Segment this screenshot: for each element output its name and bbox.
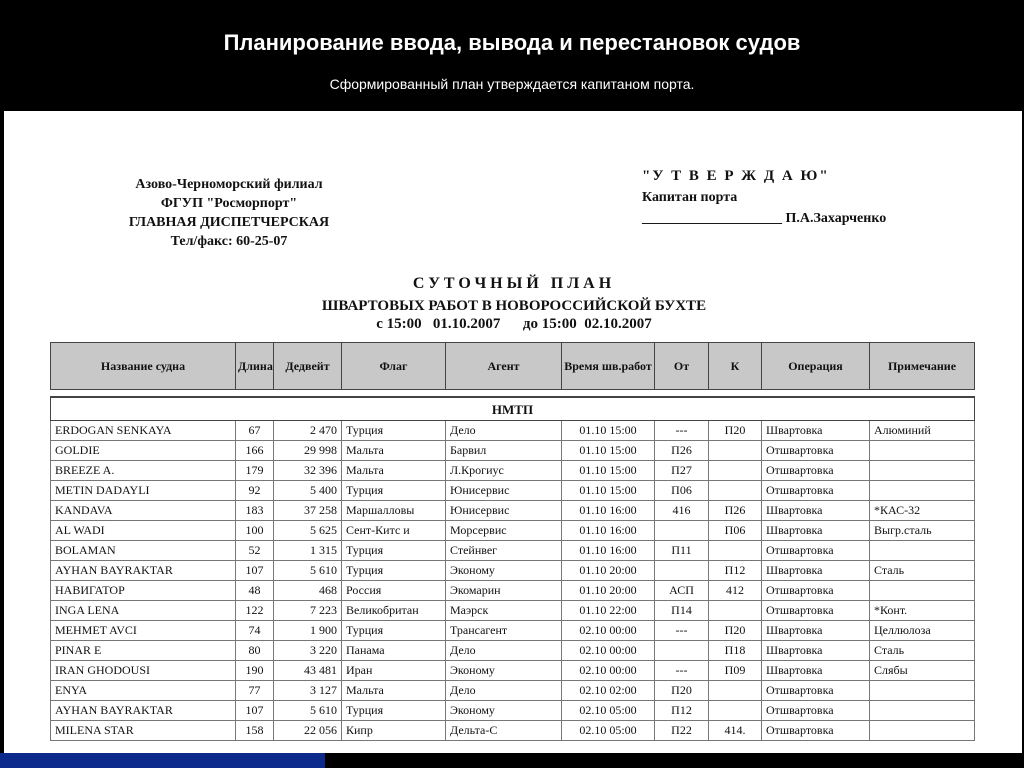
ship-length-cell: 179 [236,461,274,481]
ship-length-cell: 80 [236,641,274,661]
col-header-flag: Флаг [342,343,446,390]
plan-title: СУТОЧНЫЙ ПЛАН [412,275,616,292]
ship-operation-cell: Отшвартовка [762,541,870,561]
ship-length-cell: 48 [236,581,274,601]
ship-name-cell: ENYA [51,681,236,701]
ship-agent-cell: Морсервис [446,521,562,541]
ship-name-cell: KANDAVA [51,501,236,521]
plan-subtitle: ШВАРТОВЫХ РАБОТ В НОВОРОССИЙСКОЙ БУХТЕ [321,298,707,314]
ship-note-cell: Целлюлоза [870,621,975,641]
ship-agent-cell: Юнисервис [446,501,562,521]
table-row [51,661,975,681]
ship-deadweight-cell: 468 [274,581,342,601]
ship-to-cell [709,701,762,721]
ship-operation-cell: Отшвартовка [762,481,870,501]
col-header-note: Примечание [870,343,975,390]
col-header-agent: Агент [446,343,562,390]
ship-flag-cell: Турция [342,541,446,561]
ship-length-cell: 52 [236,541,274,561]
table-row [51,481,975,501]
ship-length-cell: 67 [236,421,274,441]
ship-name-cell: AL WADI [51,521,236,541]
ship-to-cell [709,441,762,461]
ship-operation-cell: Отшвартовка [762,681,870,701]
table-row [51,621,975,641]
document-page [4,111,1022,768]
ship-operation-cell: Отшвартовка [762,721,870,741]
ship-note-cell [870,681,975,701]
approval-signature: ____________________ П.А.Захарченко [642,211,887,226]
ship-deadweight-cell: 1 900 [274,621,342,641]
table-row [51,701,975,721]
ship-agent-cell: Стейнвег [446,541,562,561]
table-row [51,641,975,661]
table-row [51,421,975,441]
ship-from-cell: П11 [655,541,709,561]
ship-deadweight-cell: 5 610 [274,701,342,721]
ship-length-cell: 107 [236,701,274,721]
ship-flag-cell: Маршалловы [342,501,446,521]
ship-from-cell: П14 [655,601,709,621]
ship-time-cell: 01.10 15:00 [562,421,655,441]
col-header-deadweight: Дедвейт [274,343,342,390]
ship-agent-cell: Дело [446,681,562,701]
ship-time-cell: 01.10 20:00 [562,581,655,601]
ship-deadweight-cell: 22 056 [274,721,342,741]
ship-note-cell: Выгр.сталь [870,521,975,541]
ship-flag-cell: Турция [342,561,446,581]
ship-from-cell: --- [655,421,709,441]
ship-agent-cell: Дело [446,641,562,661]
org-line-3: ГЛАВНАЯ ДИСПЕТЧЕРСКАЯ [128,215,330,230]
ship-from-cell: АСП [655,581,709,601]
ship-length-cell: 158 [236,721,274,741]
ship-agent-cell: Л.Крогиус [446,461,562,481]
ship-agent-cell: Эконому [446,661,562,681]
ship-agent-cell: Дельта-С [446,721,562,741]
ship-flag-cell: Панама [342,641,446,661]
ship-to-cell [709,601,762,621]
ship-operation-cell: Отшвартовка [762,441,870,461]
ship-from-cell: --- [655,661,709,681]
ship-deadweight-cell: 37 258 [274,501,342,521]
ship-note-cell: *КАС-32 [870,501,975,521]
ship-from-cell: 416 [655,501,709,521]
ship-time-cell: 02.10 05:00 [562,701,655,721]
ship-flag-cell: Мальта [342,461,446,481]
plan-period: с 15:00 01.10.2007 до 15:00 02.10.2007 [376,316,652,332]
ship-time-cell: 01.10 16:00 [562,521,655,541]
ship-to-cell: П09 [709,661,762,681]
ship-operation-cell: Отшвартовка [762,701,870,721]
ship-deadweight-cell: 1 315 [274,541,342,561]
ship-note-cell: Сталь [870,561,975,581]
ship-operation-cell: Швартовка [762,421,870,441]
ship-to-cell: П20 [709,421,762,441]
ship-from-cell: П22 [655,721,709,741]
ship-name-cell: GOLDIE [51,441,236,461]
ship-flag-cell: Турция [342,621,446,641]
table-row [51,561,975,581]
ship-to-cell [709,681,762,701]
ship-length-cell: 190 [236,661,274,681]
ship-time-cell: 02.10 00:00 [562,661,655,681]
ship-agent-cell: Экомарин [446,581,562,601]
ship-from-cell: П27 [655,461,709,481]
ship-time-cell: 01.10 20:00 [562,561,655,581]
approval-block [642,166,962,229]
ship-time-cell: 01.10 15:00 [562,441,655,461]
ship-flag-cell: Великобритан [342,601,446,621]
table-row [51,581,975,601]
ship-note-cell [870,581,975,601]
ship-to-cell: 414. [709,721,762,741]
col-header-from: От [655,343,709,390]
ship-name-cell: IRAN GHODOUSI [51,661,236,681]
bottom-accent-bar [0,753,325,768]
table-row [51,721,975,741]
ship-flag-cell: Мальта [342,441,446,461]
ship-agent-cell: Эконому [446,561,562,581]
ship-operation-cell: Швартовка [762,521,870,541]
ship-from-cell: П20 [655,681,709,701]
bottom-bar [325,753,1024,768]
col-header-name: Название судна [51,343,236,390]
ship-time-cell: 01.10 15:00 [562,461,655,481]
ship-note-cell: Слябы [870,661,975,681]
ship-deadweight-cell: 5 625 [274,521,342,541]
ship-to-cell [709,481,762,501]
ship-name-cell: INGA LENA [51,601,236,621]
ship-deadweight-cell: 7 223 [274,601,342,621]
table-header-row [51,343,975,390]
ship-deadweight-cell: 5 610 [274,561,342,581]
ship-agent-cell: Эконому [446,701,562,721]
ship-name-cell: METIN DADAYLI [51,481,236,501]
ship-name-cell: MILENA STAR [51,721,236,741]
table-row [51,501,975,521]
ship-time-cell: 01.10 15:00 [562,481,655,501]
ship-time-cell: 01.10 22:00 [562,601,655,621]
ship-note-cell [870,481,975,501]
ship-to-cell [709,541,762,561]
col-header-operation: Операция [762,343,870,390]
table-row [51,541,975,561]
ship-name-cell: AYHAN BAYRAKTAR [51,561,236,581]
ship-operation-cell: Отшвартовка [762,601,870,621]
ship-time-cell: 02.10 00:00 [562,621,655,641]
ship-name-cell: НАВИГАТОР [51,581,236,601]
ship-name-cell: BOLAMAN [51,541,236,561]
ship-time-cell: 02.10 00:00 [562,641,655,661]
ship-time-cell: 01.10 16:00 [562,541,655,561]
ship-name-cell: PINAR E [51,641,236,661]
ship-note-cell [870,461,975,481]
ship-note-cell [870,721,975,741]
org-line-2: ФГУП "Росморпорт" [160,196,298,211]
ship-name-cell: MEHMET AVCI [51,621,236,641]
ship-to-cell: П06 [709,521,762,541]
table-spacer [51,390,975,398]
table-row [51,461,975,481]
table-row [51,601,975,621]
ship-flag-cell: Турция [342,701,446,721]
slide-subtitle: Сформированный план утверждается капитаном порта. [329,76,695,92]
table-row [51,681,975,701]
ship-flag-cell: Турция [342,421,446,441]
ship-name-cell: ERDOGAN SENKAYA [51,421,236,441]
ship-operation-cell: Отшвартовка [762,581,870,601]
ship-flag-cell: Иран [342,661,446,681]
plan-subtitle-block [254,297,774,333]
organization-block [99,175,359,251]
ship-from-cell [655,521,709,541]
col-header-time: Время шв.работ [562,343,655,390]
table-row [51,441,975,461]
approval-role: Капитан порта [642,190,738,205]
ship-note-cell: Алюминий [870,421,975,441]
ship-operation-cell: Швартовка [762,661,870,681]
ship-to-cell: П20 [709,621,762,641]
ship-from-cell: П12 [655,701,709,721]
ship-agent-cell: Трансагент [446,621,562,641]
ship-name-cell: AYHAN BAYRAKTAR [51,701,236,721]
ship-to-cell [709,461,762,481]
ship-operation-cell: Швартовка [762,641,870,661]
slide-title: Планирование ввода, вывода и перестановок судов [223,30,801,55]
org-line-1: Азово-Черноморский филиал [135,177,323,192]
ship-length-cell: 107 [236,561,274,581]
ship-deadweight-cell: 2 470 [274,421,342,441]
ship-to-cell: П12 [709,561,762,581]
org-line-4: Тел/факс: 60-25-07 [170,234,288,249]
ship-deadweight-cell: 5 400 [274,481,342,501]
ship-to-cell: П26 [709,501,762,521]
ship-agent-cell: Дело [446,421,562,441]
ship-flag-cell: Кипр [342,721,446,741]
col-header-length: Длина [236,343,274,390]
ship-note-cell [870,441,975,461]
ship-operation-cell: Швартовка [762,621,870,641]
ship-deadweight-cell: 3 220 [274,641,342,661]
ship-agent-cell: Юнисервис [446,481,562,501]
ship-agent-cell: Маэрск [446,601,562,621]
ship-note-cell: *Конт. [870,601,975,621]
ship-from-cell: --- [655,621,709,641]
ship-length-cell: 166 [236,441,274,461]
ship-time-cell: 02.10 02:00 [562,681,655,701]
ship-length-cell: 100 [236,521,274,541]
ship-deadweight-cell: 29 998 [274,441,342,461]
ship-flag-cell: Мальта [342,681,446,701]
ship-length-cell: 77 [236,681,274,701]
ship-agent-cell: Барвил [446,441,562,461]
ship-from-cell: П06 [655,481,709,501]
approval-title: "У Т В Е Р Ж Д А Ю" [642,168,830,184]
ship-note-cell [870,701,975,721]
ship-operation-cell: Отшвартовка [762,461,870,481]
ship-from-cell: П26 [655,441,709,461]
ship-length-cell: 74 [236,621,274,641]
table-row [51,521,975,541]
table-group-row [51,397,975,421]
ship-time-cell: 02.10 05:00 [562,721,655,741]
ship-from-cell [655,561,709,581]
ship-deadweight-cell: 32 396 [274,461,342,481]
ship-time-cell: 01.10 16:00 [562,501,655,521]
ship-operation-cell: Швартовка [762,561,870,581]
ship-flag-cell: Сент-Китс и [342,521,446,541]
ship-deadweight-cell: 43 481 [274,661,342,681]
ship-length-cell: 122 [236,601,274,621]
ship-note-cell: Сталь [870,641,975,661]
ship-length-cell: 92 [236,481,274,501]
ship-operation-cell: Швартовка [762,501,870,521]
ship-note-cell [870,541,975,561]
col-header-to: К [709,343,762,390]
ship-to-cell: П18 [709,641,762,661]
ship-to-cell: 412 [709,581,762,601]
ships-table [50,342,975,741]
group-label: НМТП [51,397,975,421]
ship-deadweight-cell: 3 127 [274,681,342,701]
ship-flag-cell: Турция [342,481,446,501]
ship-from-cell [655,641,709,661]
ship-name-cell: BREEZE A. [51,461,236,481]
ship-length-cell: 183 [236,501,274,521]
ship-flag-cell: Россия [342,581,446,601]
